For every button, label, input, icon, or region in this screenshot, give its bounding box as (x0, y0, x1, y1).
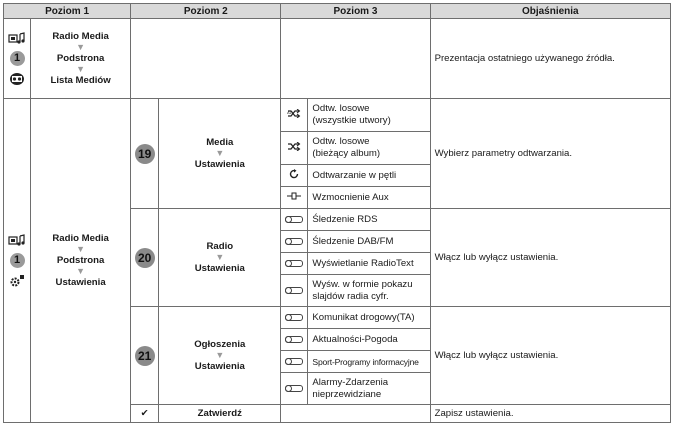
group-21-chain (159, 307, 281, 405)
step-number-badge: 1 (10, 253, 25, 268)
radio-media-icon (8, 32, 26, 45)
media-list-icon (9, 72, 25, 86)
level3-item: Śledzenie DAB/FM (308, 231, 430, 253)
section2-icons (4, 99, 31, 423)
level3-item (308, 373, 430, 405)
repeat-icon (281, 165, 308, 187)
item-label-line2: (bieżący album) (312, 148, 381, 159)
section1-explanation: Prezentacja ostatniego używanego źródła. (430, 19, 670, 99)
group-20-number-cell (131, 209, 159, 307)
chain-step: Podstrona (56, 53, 105, 64)
group-19-chain (159, 99, 281, 209)
chain-step: Podstrona (56, 255, 105, 266)
aux-gain-icon (281, 187, 308, 209)
group-21-number-cell (131, 307, 159, 405)
level3-item: Aktualności-Pogoda (308, 329, 430, 351)
toggle-icon (281, 373, 308, 405)
group-20-chain (159, 209, 281, 307)
section1-level2-empty (131, 19, 281, 99)
item-label-line2: (wszystkie utwory) (312, 115, 391, 126)
shuffle-all-icon (281, 99, 308, 132)
group-number-badge: 20 (135, 248, 155, 268)
section1-chain (31, 19, 131, 99)
toggle-icon (281, 275, 308, 307)
arrow-down-icon: ▼ (76, 244, 86, 254)
confirm-label: Zatwierdź (159, 405, 281, 423)
item-label-line2: slajdów radia cyfr. (312, 290, 389, 302)
menu-table (3, 3, 671, 423)
chain-step: Ustawienia (194, 159, 245, 170)
toggle-icon (281, 253, 308, 275)
section1-icons (4, 19, 31, 99)
level3-item: Wzmocnienie Aux (308, 187, 430, 209)
item-label: Wyśw. w formie pokazu (312, 278, 413, 290)
item-label-line2: nieprzewidziane (312, 388, 382, 400)
shuffle-album-icon (281, 132, 308, 165)
toggle-icon (281, 231, 308, 253)
arrow-down-icon: ▼ (215, 148, 225, 158)
section2-chain (31, 99, 131, 423)
header-explanations: Objaśnienia (430, 4, 670, 19)
radio-media-icon (8, 234, 26, 247)
level3-item: Śledzenie RDS (308, 209, 430, 231)
arrow-down-icon: ▼ (76, 266, 86, 276)
level3-item: Odtwarzanie w pętli (308, 165, 430, 187)
svg-text:ALL: ALL (287, 110, 295, 115)
toggle-icon (281, 209, 308, 231)
checkmark-icon: ✔ (131, 405, 159, 423)
chain-step: Radio (206, 241, 234, 252)
section1-level3-empty (281, 19, 430, 99)
chain-step: Radio Media (52, 233, 109, 244)
header-level1: Poziom 1 (4, 4, 131, 19)
group-19-number-cell (131, 99, 159, 209)
group-19-explanation: Wybierz parametry odtwarzania. (430, 99, 670, 209)
item-row (4, 99, 671, 132)
header-level3: Poziom 3 (281, 4, 430, 19)
group-21-explanation: Włącz lub wyłącz ustawienia. (430, 307, 670, 405)
item-label: Alarmy-Zdarzenia (312, 376, 389, 388)
level3-item (308, 99, 430, 132)
header-row (4, 4, 671, 19)
group-20-explanation: Włącz lub wyłącz ustawienia. (430, 209, 670, 307)
item-label: Odtw. losowe (312, 136, 370, 147)
group-number-badge: 21 (135, 346, 155, 366)
step-number-badge: 1 (10, 51, 25, 66)
level3-item (308, 132, 430, 165)
arrow-down-icon: ▼ (215, 350, 225, 360)
chain-step: Ogłoszenia (194, 339, 246, 350)
chain-step: Media (206, 137, 234, 148)
confirm-level3-empty (281, 405, 430, 423)
chain-step: Ustawienia (194, 361, 245, 372)
toggle-icon (281, 351, 308, 373)
arrow-down-icon: ▼ (215, 252, 225, 262)
item-label: Odtw. losowe (312, 103, 370, 114)
chain-step: Lista Mediów (50, 75, 111, 86)
chain-step: Ustawienia (194, 263, 245, 274)
arrow-down-icon: ▼ (76, 42, 86, 52)
settings-gear-icon (9, 274, 25, 288)
level3-item (308, 275, 430, 307)
confirm-explanation: Zapisz ustawienia. (430, 405, 670, 423)
section1-row (4, 19, 671, 99)
arrow-down-icon: ▼ (76, 64, 86, 74)
level3-item: Wyświetlanie RadioText (308, 253, 430, 275)
toggle-icon (281, 329, 308, 351)
level3-item: Sport-Programy informacyjne (308, 351, 430, 373)
header-level2: Poziom 2 (131, 4, 281, 19)
level3-item: Komunikat drogowy(TA) (308, 307, 430, 329)
chain-step: Ustawienia (55, 277, 106, 288)
chain-step: Radio Media (52, 31, 109, 42)
group-number-badge: 19 (135, 144, 155, 164)
toggle-icon (281, 307, 308, 329)
